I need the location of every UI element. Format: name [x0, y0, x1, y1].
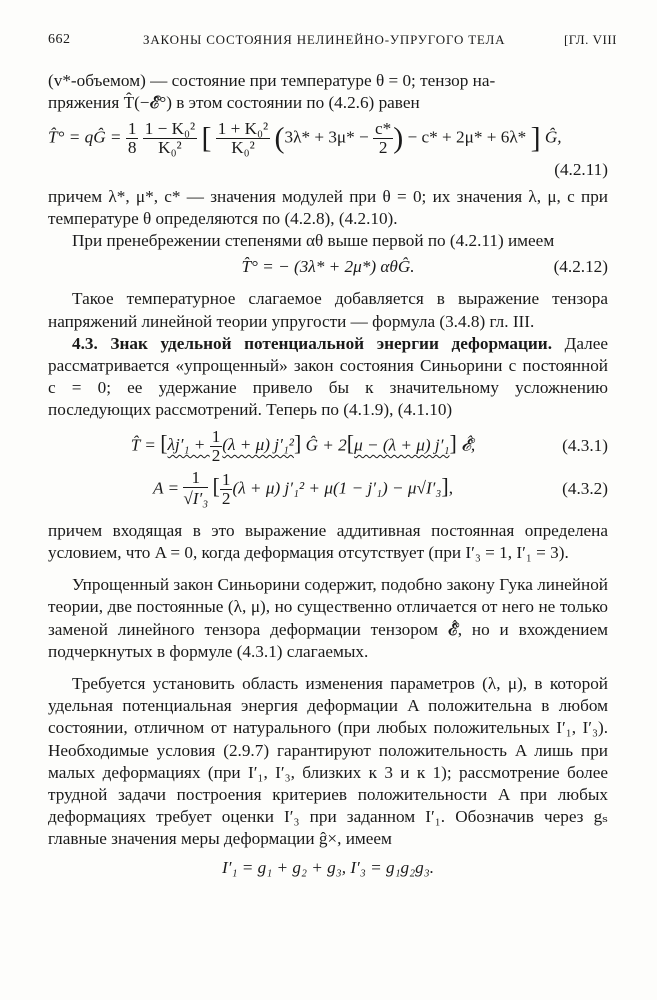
- eq-lhs: T̂° = qĜ =: [48, 127, 126, 147]
- equation-invariants: I′₁ = g₁ + g₂ + g₃, I′₃ = g₁g₂g₃.: [222, 857, 434, 877]
- paragraph: При пренебрежении степенями αθ выше первой по (4.2.11) имеем: [72, 231, 555, 251]
- section-paragraph: 4.3. Знак удельной потенциальной энергии деформации. Далее рассматривается «упрощенный» закон состояния Синьорини с постоянной c = 0; ее удержание привело бы к значительному усложнению последующих рассмотрений. Теперь по (4.1.9), (4.1.10): [48, 333, 608, 420]
- running-header: [48, 32, 617, 56]
- paragraph: Упрощенный закон Синьорини содержит, подобно закону Гука линейной теории, две постоянные (λ, μ), но существенно отличается от него не только заменой линейного тензора деформации тензором 𝓔̂̂, но и вхождением подчеркнутых в формуле (4.3.1) слагаемых.: [48, 575, 608, 661]
- section-heading: 4.3. Знак удельной потенциальной энергии деформации.: [72, 333, 553, 353]
- paragraph: Такое температурное слагаемое добавляется в выражение тензора напряжений линейной теории упругости — формула (3.4.8) гл. III.: [48, 289, 608, 331]
- equation-number: (4.3.2): [562, 479, 608, 499]
- fraction: $\frac{1}{8}$: [127, 119, 137, 158]
- equation-number: (4.3.1): [562, 436, 608, 456]
- page-body: [48, 70, 608, 883]
- running-title: ЗАКОНЫ СОСТОЯНИЯ НЕЛИНЕЙНО-УПРУГОГО ТЕЛА: [143, 32, 506, 47]
- paragraph-line: пряжения T̂(−𝓔̂°) в этом состоянии по (4.2.6) равен: [48, 93, 420, 113]
- fraction: $\frac{c*}{2}$: [375, 119, 392, 158]
- paragraph: причем λ*, μ*, c* — значения модулей при θ = 0; их значения λ, μ, c при температуре θ определяются по (4.2.8), (4.2.10).: [48, 186, 608, 228]
- chapter-label: [ГЛ. VIII: [563, 32, 617, 47]
- paragraph: причем входящая в это выражение аддитивная постоянная определена условием, что A = 0, когда деформация отсутствует (при I′₃ = 1, I′₁ = 3).: [48, 520, 608, 563]
- equation-number: (4.2.12): [553, 257, 608, 277]
- eq-end: Ĝ,: [544, 127, 562, 147]
- equation-4-2-11: T̂° = qĜ = $\frac{1}{8}$ $\frac{\text{1 − K₀²}}{\text{K₀²}}$ [ $\frac{\text{1 + K₀²}}{\text{K₀²}}$ (3λ* + 3μ* − $\frac{c*}{2}$ ) − c* + 2μ* + 6λ* ] Ĝ,: [48, 119, 562, 158]
- eq-tail: − c* + 2μ* + 6λ*: [407, 127, 527, 147]
- paragraph-line: (v*-объемом) — состояние при температуре θ = 0; тензор на-: [48, 71, 496, 90]
- paragraph: Требуется установить область изменения параметров (λ, μ), в которой удельная потенциальная энергия деформации A положительна в любом состоянии, отличном от натурального (при любых положительных I′₁, I′₃). Необходимые условия (2.9.7) гарантируют положительность A лишь при малых деформациях (при I′₁, I′₃, близких к 3 и к 1); рассмотрение более трудной задачи построения критериев положительности A при любых деформациях требует оценки I′₃ при заданном I′₁. Обозначив через gₛ главные значения меры деформации ĝ×, имеем: [48, 674, 608, 849]
- equation-number: (4.2.11): [554, 160, 608, 180]
- equation-4-3-1: T̂ = [λj′₁ + $\frac{1}{2}$ (λ + μ) j′₁²] Ĝ + 2[μ − (λ + μ) j′₁] 𝓔̂̂, (4.3.1): [130, 426, 608, 465]
- equation-4-2-12: T̂° = − (3λ* + 2μ*) αθĜ. (4.2.12): [48, 256, 608, 278]
- page-number: 662: [48, 32, 71, 47]
- eq-inner: 3λ* + 3μ* −: [284, 127, 374, 147]
- equation-4-3-2: A = $\frac{1}{\text{√I′₃}}$ [ $\frac{1}{2}$ (λ + μ) j′₁² + μ(1 − j′₁) − μ√I′₃], (4.3.2): [152, 467, 608, 508]
- fraction: $\frac{\text{1 − K₀²}}{\text{K₀²}}$: [144, 119, 196, 158]
- fraction: $\frac{\text{1 + K₀²}}{\text{K₀²}}$: [217, 119, 269, 158]
